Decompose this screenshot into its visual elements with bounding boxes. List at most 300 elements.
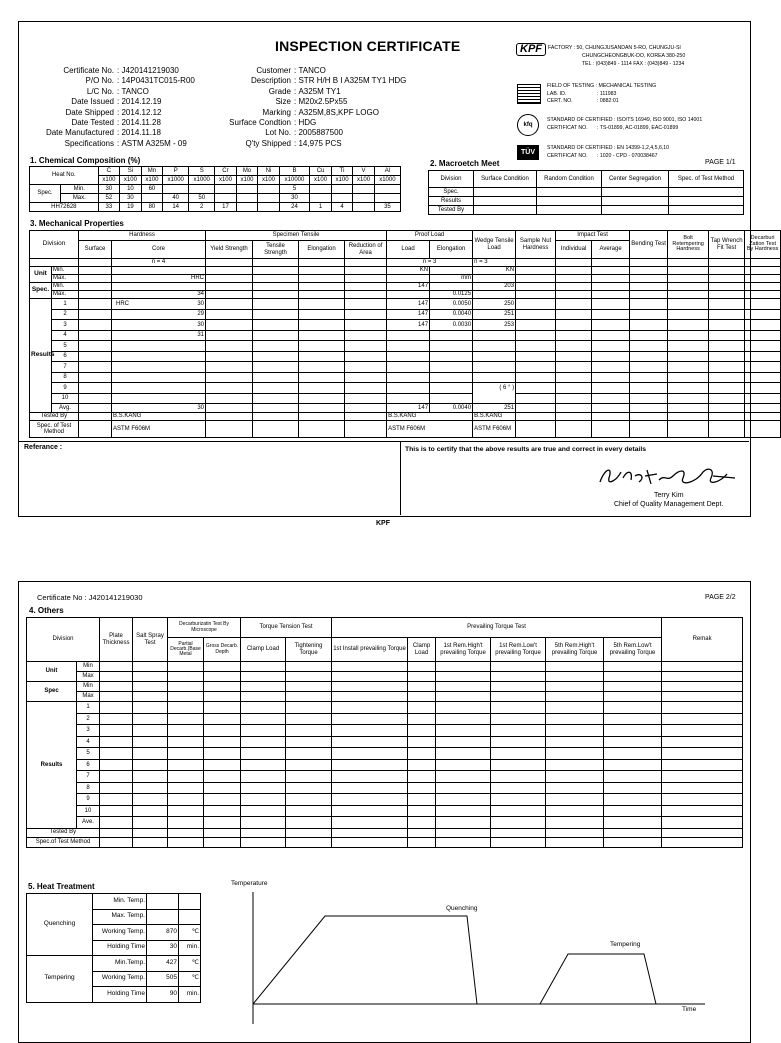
- mech-unit-min-row: [30, 267, 781, 275]
- lab-accreditation-icon: [517, 84, 541, 104]
- chem-max-row: [30, 194, 401, 203]
- chem-max-value: 30: [279, 194, 310, 203]
- telephone-line: TEL : (043)849 - 1114 FAX : (043)849 - 1234: [582, 61, 685, 67]
- page-2-certificate-no: Certificate No : J420141219030: [37, 593, 143, 602]
- mech-hardness-header: Hardness: [79, 231, 206, 241]
- field-of-testing: FIELD OF TESTING : MECHANICAL TESTING: [547, 83, 657, 89]
- others-result-row: [27, 771, 743, 783]
- mech-result-row: [30, 341, 781, 352]
- heat-no-header: Heat No.: [30, 167, 99, 185]
- certify-statement: This is to certify that the above results are true and correct in every details: [405, 446, 646, 453]
- heat-row: [27, 956, 201, 972]
- chem-multiplier: x10000: [279, 176, 310, 185]
- info-label: Date Issued: [71, 97, 114, 107]
- chem-max-label: Max.: [61, 194, 99, 203]
- others-p3-header: 1st Rem.High't prevailing Torque: [436, 638, 491, 662]
- lab-id-label: LAB. ID.: [547, 90, 567, 97]
- mech-method-proof: ASTM F606M: [387, 421, 473, 438]
- reference-divider: [400, 441, 401, 515]
- heat-row: [27, 894, 201, 910]
- chem-max-value: 50: [189, 194, 215, 203]
- info-value: HDG: [298, 118, 317, 128]
- macroetch-header: Spec. of Test Method: [669, 171, 744, 188]
- others-method-row: [27, 837, 743, 847]
- info-row-customer: [199, 66, 406, 76]
- chem-multiplier: x100: [141, 176, 163, 185]
- others-result-number: 9: [77, 794, 100, 806]
- chem-min-value: [374, 185, 400, 194]
- signature-image: [595, 460, 740, 490]
- mech-spec-proof-min: 147: [387, 283, 430, 291]
- others-result-number: 8: [77, 782, 100, 794]
- en-cert-label: CERTIFICAT NO.: [547, 152, 588, 159]
- mech-core-value: 29: [112, 309, 206, 320]
- chem-heat-row: [30, 203, 401, 212]
- chem-max-value: [141, 194, 163, 203]
- chem-max-value: [310, 194, 332, 203]
- diagram-time-label: Time: [682, 1006, 697, 1013]
- info-colon: :: [294, 97, 297, 107]
- mech-surface-header: Surface: [79, 241, 112, 259]
- others-result-row: [27, 702, 743, 714]
- info-colon: :: [294, 138, 297, 148]
- chem-min-label: Min.: [61, 185, 99, 194]
- others-result-number: 4: [77, 736, 100, 748]
- info-label: Size: [275, 97, 291, 107]
- others-max-label: Max: [77, 672, 100, 682]
- mech-result-number: 5: [52, 341, 79, 352]
- mech-proof-value: 147: [387, 320, 430, 331]
- others-tested-label: Tested By: [27, 828, 100, 837]
- mech-tested-proof: B.S.KANG: [387, 413, 473, 421]
- chem-min-value: [331, 185, 353, 194]
- chem-multiplier: x100: [120, 176, 142, 185]
- heat-param-label: Holding Time: [93, 987, 147, 1003]
- mech-method-label: Spec. of Test Method: [30, 421, 79, 438]
- heat-param-value: 505: [147, 971, 179, 987]
- chem-max-value: 40: [163, 194, 189, 203]
- certificate-title: INSPECTION CERTIFICATE: [275, 38, 461, 54]
- others-spec-label: Spec: [27, 682, 77, 702]
- macroetch-header: Random Condition: [537, 171, 602, 188]
- chem-max-value: [215, 194, 237, 203]
- info-value: 2014.11.18: [121, 128, 161, 138]
- others-result-row: [27, 782, 743, 794]
- macroetch-title: 2. Macroetch Meet: [430, 159, 500, 168]
- others-unit-max-row: [27, 672, 743, 682]
- info-value: 2014.12.19: [121, 97, 162, 107]
- chem-element: Al: [374, 167, 400, 176]
- info-colon: :: [117, 128, 120, 138]
- chem-element: Cr: [215, 167, 237, 176]
- chemical-composition-table: [29, 166, 401, 212]
- others-p5-header: 5th Rem.High't prevailing Torque: [546, 638, 604, 662]
- info-colon: :: [117, 86, 120, 96]
- others-table: [26, 617, 743, 848]
- chem-element: Ti: [331, 167, 353, 176]
- mech-avg-wedge: 251: [473, 404, 516, 413]
- others-result-number: 2: [77, 713, 100, 725]
- info-row-date-tested: [8, 118, 195, 128]
- chem-min-row: [30, 185, 401, 194]
- heat-param-unit: min.: [179, 940, 201, 956]
- chem-multiplier: x100: [310, 176, 332, 185]
- chem-element-row: [30, 167, 401, 176]
- info-row-date-shipped: [8, 108, 195, 118]
- heat-treatment-title: 5. Heat Treatment: [28, 882, 95, 891]
- mech-method-row: [30, 421, 781, 438]
- chem-element: C: [98, 167, 120, 176]
- chem-max-value: [353, 194, 375, 203]
- heat-treatment-diagram: [240, 888, 710, 1024]
- info-label: Marking: [262, 107, 291, 117]
- chem-min-value: [310, 185, 332, 194]
- chem-element: Si: [120, 167, 142, 176]
- others-tight-header: Tightening Torque: [286, 638, 332, 662]
- chem-min-value: [189, 185, 215, 194]
- chem-actual-value: 24: [279, 203, 310, 212]
- info-row-po-no: [8, 76, 195, 86]
- info-colon: :: [294, 128, 297, 138]
- chem-actual-value: [258, 203, 280, 212]
- mech-unit-max-row: [30, 275, 781, 283]
- others-spec-min-row: [27, 682, 743, 692]
- others-salt-header: Salt Spray Test: [133, 618, 168, 662]
- info-row-surface-condition: [199, 118, 406, 128]
- mech-unit-wedge: KN: [473, 267, 516, 275]
- mech-spec-proof-elong-max: 0.0125: [430, 291, 473, 299]
- chemical-composition-title: 1. Chemical Composition (%): [30, 156, 141, 165]
- info-value: TANCO: [298, 66, 326, 75]
- mech-wedge-value: 251: [473, 309, 516, 320]
- others-partial-header: Partial Decarb.(Base Metal: [168, 638, 204, 662]
- info-colon: :: [117, 107, 120, 117]
- info-row-grade: [199, 87, 406, 97]
- mech-tested-core: B.S.KANG: [112, 413, 206, 421]
- iso-certification-info: [547, 117, 702, 132]
- others-torque-header: Torque Tension Test: [241, 618, 332, 638]
- mech-unit-proof-load: KN: [387, 267, 430, 275]
- mech-proof-n: n = 3: [387, 259, 473, 267]
- mech-bolt-header: Bolt Retempering Hardness: [668, 231, 709, 259]
- others-gross-header: Gross Decarb. Depth: [204, 638, 241, 662]
- chem-actual-value: 35: [374, 203, 400, 212]
- info-value: STR H/H B I A325M TY1 HDG: [298, 76, 407, 86]
- chem-actual-value: 1: [310, 203, 332, 212]
- mech-avg-label: Avg.: [52, 404, 79, 413]
- heat-param-value: 30: [147, 940, 179, 956]
- info-value: 2014.11.28: [121, 118, 161, 128]
- others-min-label: Min: [77, 662, 100, 672]
- iso-cert-value: : TS-01899, AC-01899, EAC-01899: [597, 124, 679, 131]
- info-colon: :: [117, 76, 120, 86]
- mech-proof-elong-value: 0.0030: [430, 320, 473, 331]
- mech-min-label: Min.: [52, 267, 79, 275]
- mech-spec-min-row: [30, 283, 781, 291]
- mech-result-number: 9: [52, 383, 79, 394]
- others-remark-header: Remak: [662, 618, 743, 662]
- chem-max-value: 30: [120, 194, 142, 203]
- others-result-number: Ave.: [77, 817, 100, 829]
- chem-multiplier: x100: [331, 176, 353, 185]
- mech-elongation-header: Elongation: [299, 241, 345, 259]
- mech-avg-row: [30, 404, 781, 413]
- others-clamp-header: Clamp Load: [241, 638, 286, 662]
- mech-n-row: [30, 259, 781, 267]
- others-plate-header: Plate Thickness: [100, 618, 133, 662]
- mech-result-number: 2: [52, 309, 79, 320]
- info-colon: :: [117, 66, 120, 75]
- heat-param-unit: ℃: [179, 956, 201, 972]
- mechanical-properties-title: 3. Mechanical Properties: [30, 219, 124, 228]
- others-results-label: Results: [27, 702, 77, 829]
- mech-tensile-header: Tensile Strength: [253, 241, 299, 259]
- others-result-row: [27, 748, 743, 760]
- tempering-label: Tempering: [27, 956, 93, 1003]
- others-result-row: [27, 759, 743, 771]
- mech-specimen-header: Specimen Tensile: [206, 231, 387, 241]
- chem-element: Mn: [141, 167, 163, 176]
- info-label: Date Tested: [71, 118, 114, 128]
- address-line-2: CHUNGCHEONGBUK-DO, KOREA 380-250: [582, 53, 686, 59]
- macroetch-header: Surface Condition: [474, 171, 537, 188]
- signer-title: Chief of Quality Management Dept.: [614, 501, 724, 508]
- others-header-row-1: [27, 618, 743, 638]
- mech-avg-proof: 147: [387, 404, 430, 413]
- chem-multiplier: x100: [236, 176, 258, 185]
- mech-results-label: Results: [30, 299, 52, 413]
- lab-accreditation-info: [547, 83, 656, 106]
- others-title: 4. Others: [29, 606, 64, 615]
- others-tested-row: [27, 828, 743, 837]
- others-result-row: [27, 794, 743, 806]
- others-result-number: 1: [77, 702, 100, 714]
- info-label: Grade: [268, 86, 291, 96]
- info-value: M20x2.5Px55: [298, 97, 348, 107]
- others-p6-header: 5th Rem.Low't prevailing Torque: [604, 638, 662, 662]
- mech-wedge-header: Wedge Tensile Load: [473, 231, 516, 259]
- diagram-tempering-label: Tempering: [610, 941, 641, 948]
- info-row-lot-no: [199, 128, 406, 138]
- mech-tested-label: Tested By: [30, 413, 79, 421]
- others-division-header: Division: [27, 618, 100, 662]
- chem-max-value: [236, 194, 258, 203]
- mech-proof-value: 147: [387, 299, 430, 310]
- mech-core-value: 30: [197, 300, 205, 307]
- macroetch-spec-row: [429, 188, 744, 197]
- others-result-row: [27, 725, 743, 737]
- mech-result-number: 8: [52, 372, 79, 383]
- heat-number: HH72628: [30, 203, 99, 212]
- chem-actual-value: 17: [215, 203, 237, 212]
- heat-param-value: 90: [147, 987, 179, 1003]
- chem-element: S: [189, 167, 215, 176]
- info-value: A325M,8S,KPF LOGO: [298, 107, 379, 117]
- chem-element: Ni: [258, 167, 280, 176]
- heat-param-value: 870: [147, 925, 179, 941]
- mech-proof-elong-value: 0.0050: [430, 299, 473, 310]
- cert-no-label: CERT. NO.: [547, 98, 573, 104]
- info-colon: :: [117, 138, 120, 148]
- others-result-row: [27, 713, 743, 725]
- mech-core-n: n = 4: [112, 259, 206, 267]
- heat-param-unit: [179, 894, 201, 910]
- heat-param-unit: [179, 909, 201, 925]
- chem-spec-label: Spec.: [30, 185, 61, 203]
- chem-multiplier: x100: [98, 176, 120, 185]
- info-colon: :: [294, 66, 297, 75]
- heat-treatment-table: [26, 893, 201, 1003]
- macroetch-header: Center Segregation: [602, 171, 669, 188]
- macroetch-row-label: Spec.: [429, 188, 474, 197]
- others-min-label: Min: [77, 682, 100, 692]
- chem-multiplier: x1000: [374, 176, 400, 185]
- others-decarb-header: Decarburizatin Test By Microscope: [168, 618, 241, 638]
- mech-spec-core-max: 34: [112, 291, 206, 299]
- heat-param-label: Working Temp.: [93, 971, 147, 987]
- others-p4-header: 1st Rem.Low't prevailing Torque: [491, 638, 546, 662]
- mech-avg-proof-elong: 0.0040: [430, 404, 473, 413]
- mech-spec-max-row: [30, 291, 781, 299]
- info-row-description: [199, 76, 406, 86]
- mech-result-row: [30, 383, 781, 394]
- info-row-lc-no: [8, 87, 195, 97]
- mech-unit-proof-elong: mm: [430, 275, 473, 283]
- mech-tap-header: Tap Wrench Fit Test: [709, 231, 745, 259]
- page-number-1: PAGE 1/1: [705, 159, 736, 166]
- chem-min-value: [215, 185, 237, 194]
- chem-min-value: 10: [120, 185, 142, 194]
- others-result-row: [27, 805, 743, 817]
- heat-param-label: Min.Temp.: [93, 956, 147, 972]
- info-value: J420141219030: [121, 66, 179, 75]
- mech-wedge-value: 250: [473, 299, 516, 310]
- mech-unit-core: HRC: [112, 275, 206, 283]
- heat-param-label: Working Temp.: [93, 925, 147, 941]
- chem-max-value: 52: [98, 194, 120, 203]
- diagram-quenching-label: Quenching: [446, 905, 478, 912]
- info-label: Specifications: [64, 138, 114, 148]
- info-label: Customer: [256, 66, 291, 75]
- mech-max-label: Max.: [52, 275, 79, 283]
- chem-multiplier: x100: [215, 176, 237, 185]
- chem-actual-value: 19: [120, 203, 142, 212]
- en-standard: STANDARD OF CERTIFIED : EN 14399-1,2,4,5,6,10: [547, 145, 670, 151]
- chem-max-value: [331, 194, 353, 203]
- chem-element: V: [353, 167, 375, 176]
- chem-actual-value: 33: [98, 203, 120, 212]
- iso-standard: STANDARD OF CERTIFIED : ISO/TS 16949, ISO 9001, ISO 14001: [547, 117, 703, 123]
- heat-param-label: Max. Temp.: [93, 909, 147, 925]
- chem-actual-value: 2: [189, 203, 215, 212]
- others-result-number: 7: [77, 771, 100, 783]
- heat-param-unit: min.: [179, 987, 201, 1003]
- others-result-number: 6: [77, 759, 100, 771]
- info-colon: :: [117, 118, 120, 128]
- info-value: 2005887500: [298, 128, 343, 138]
- others-max-label: Max: [77, 692, 100, 702]
- mech-result-row: [30, 309, 781, 320]
- mech-result-row: [30, 362, 781, 373]
- kpf-logo: KPF: [516, 43, 546, 56]
- macroetch-header: Division: [429, 171, 474, 188]
- reference-label: Referance :: [24, 444, 63, 451]
- quenching-label: Quenching: [27, 894, 93, 956]
- mech-result-row: [30, 299, 781, 310]
- info-value: A325M TY1: [298, 86, 341, 96]
- mech-result-row: [30, 320, 781, 331]
- others-spec-max-row: [27, 692, 743, 702]
- chem-actual-value: 80: [141, 203, 163, 212]
- mech-core-value: 30: [112, 320, 206, 331]
- info-colon: :: [117, 97, 120, 107]
- mech-header-row-1: [30, 231, 781, 241]
- mech-result-number: 4: [52, 330, 79, 341]
- others-method-label: Spec.of Test Method: [27, 837, 100, 847]
- others-unit-label: Unit: [27, 662, 77, 682]
- kfq-seal-icon: kfq: [517, 114, 539, 136]
- chem-min-value: 5: [279, 185, 310, 194]
- mech-bend-header: Bending Test: [630, 231, 668, 259]
- page-number-2: PAGE 2/2: [705, 594, 736, 601]
- heat-param-unit: ℃: [179, 925, 201, 941]
- address-line-1: FACTORY : 50, CHUNGJUSANDAN 5-RO, CHUNGJU-SI: [548, 45, 681, 51]
- info-colon: :: [294, 76, 297, 86]
- others-result-number: 3: [77, 725, 100, 737]
- chem-element: P: [163, 167, 189, 176]
- chem-min-value: [163, 185, 189, 194]
- info-value: ASTM A325M - 09: [121, 138, 187, 148]
- info-label: P/O No.: [85, 76, 114, 86]
- company-address: [548, 44, 685, 68]
- en-cert-value: : 1020 - CPD - 070038467: [597, 152, 658, 159]
- mech-load-header: Load: [387, 241, 430, 259]
- en-cert-row: [547, 153, 669, 161]
- iso-cert-row: [547, 125, 702, 133]
- diagram-tempering-curve: [540, 954, 656, 1004]
- mech-spec-wedge-min: 203: [473, 283, 516, 291]
- mech-proof-elongation-header: Elongation: [430, 241, 473, 259]
- info-label: Q'ty Shipped: [245, 138, 291, 148]
- mechanical-properties-table: [29, 230, 781, 438]
- heat-param-value: 427: [147, 956, 179, 972]
- heat-param-value: [147, 909, 179, 925]
- info-row-date-manufactured: [8, 128, 195, 138]
- info-label: Surface Condtion: [229, 118, 291, 128]
- mech-division-header: Division: [30, 231, 79, 259]
- mech-max-label: Max.: [52, 291, 79, 299]
- mech-method-core: ASTM F606M: [112, 421, 206, 438]
- mech-proof-header: Proof Load: [387, 231, 473, 241]
- mech-wedge-value: 253: [473, 320, 516, 331]
- chem-multiplier: x100: [353, 176, 375, 185]
- chem-multiplier: x1000: [189, 176, 215, 185]
- others-p2-header: Clamp Load: [408, 638, 436, 662]
- mech-reduction-header: Reduction of Area: [345, 241, 387, 259]
- mech-wedge-note: ( 6 ° ): [473, 383, 516, 394]
- info-value: TANCO: [121, 86, 149, 96]
- macroetch-row-label: Results: [429, 197, 474, 206]
- chem-multiplier: x1000: [163, 176, 189, 185]
- others-result-row: [27, 736, 743, 748]
- others-unit-min-row: [27, 662, 743, 672]
- info-label: Certificate No.: [63, 66, 114, 75]
- mech-tested-row: [30, 413, 781, 421]
- diagram-quenching-curve: [253, 916, 477, 1004]
- info-label: Date Shipped: [65, 107, 114, 117]
- mech-unit-label: Unit: [30, 267, 52, 283]
- info-label: Lot No.: [265, 128, 291, 138]
